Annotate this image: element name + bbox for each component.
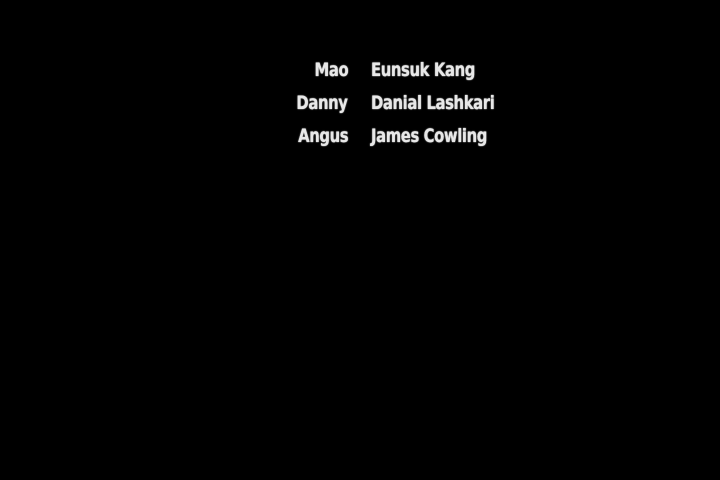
character-name: Mao — [314, 59, 348, 81]
actor-name: Eunsuk Kang — [371, 59, 475, 81]
cast-credits-list — [0, 54, 720, 153]
character-name: Angus — [297, 125, 348, 147]
character-name: Danny — [296, 92, 348, 114]
actor-name: Danial Lashkari — [371, 92, 495, 114]
credit-row — [0, 54, 720, 87]
credit-row — [0, 120, 720, 153]
actor-name: James Cowling — [371, 125, 487, 147]
credit-row — [0, 87, 720, 120]
